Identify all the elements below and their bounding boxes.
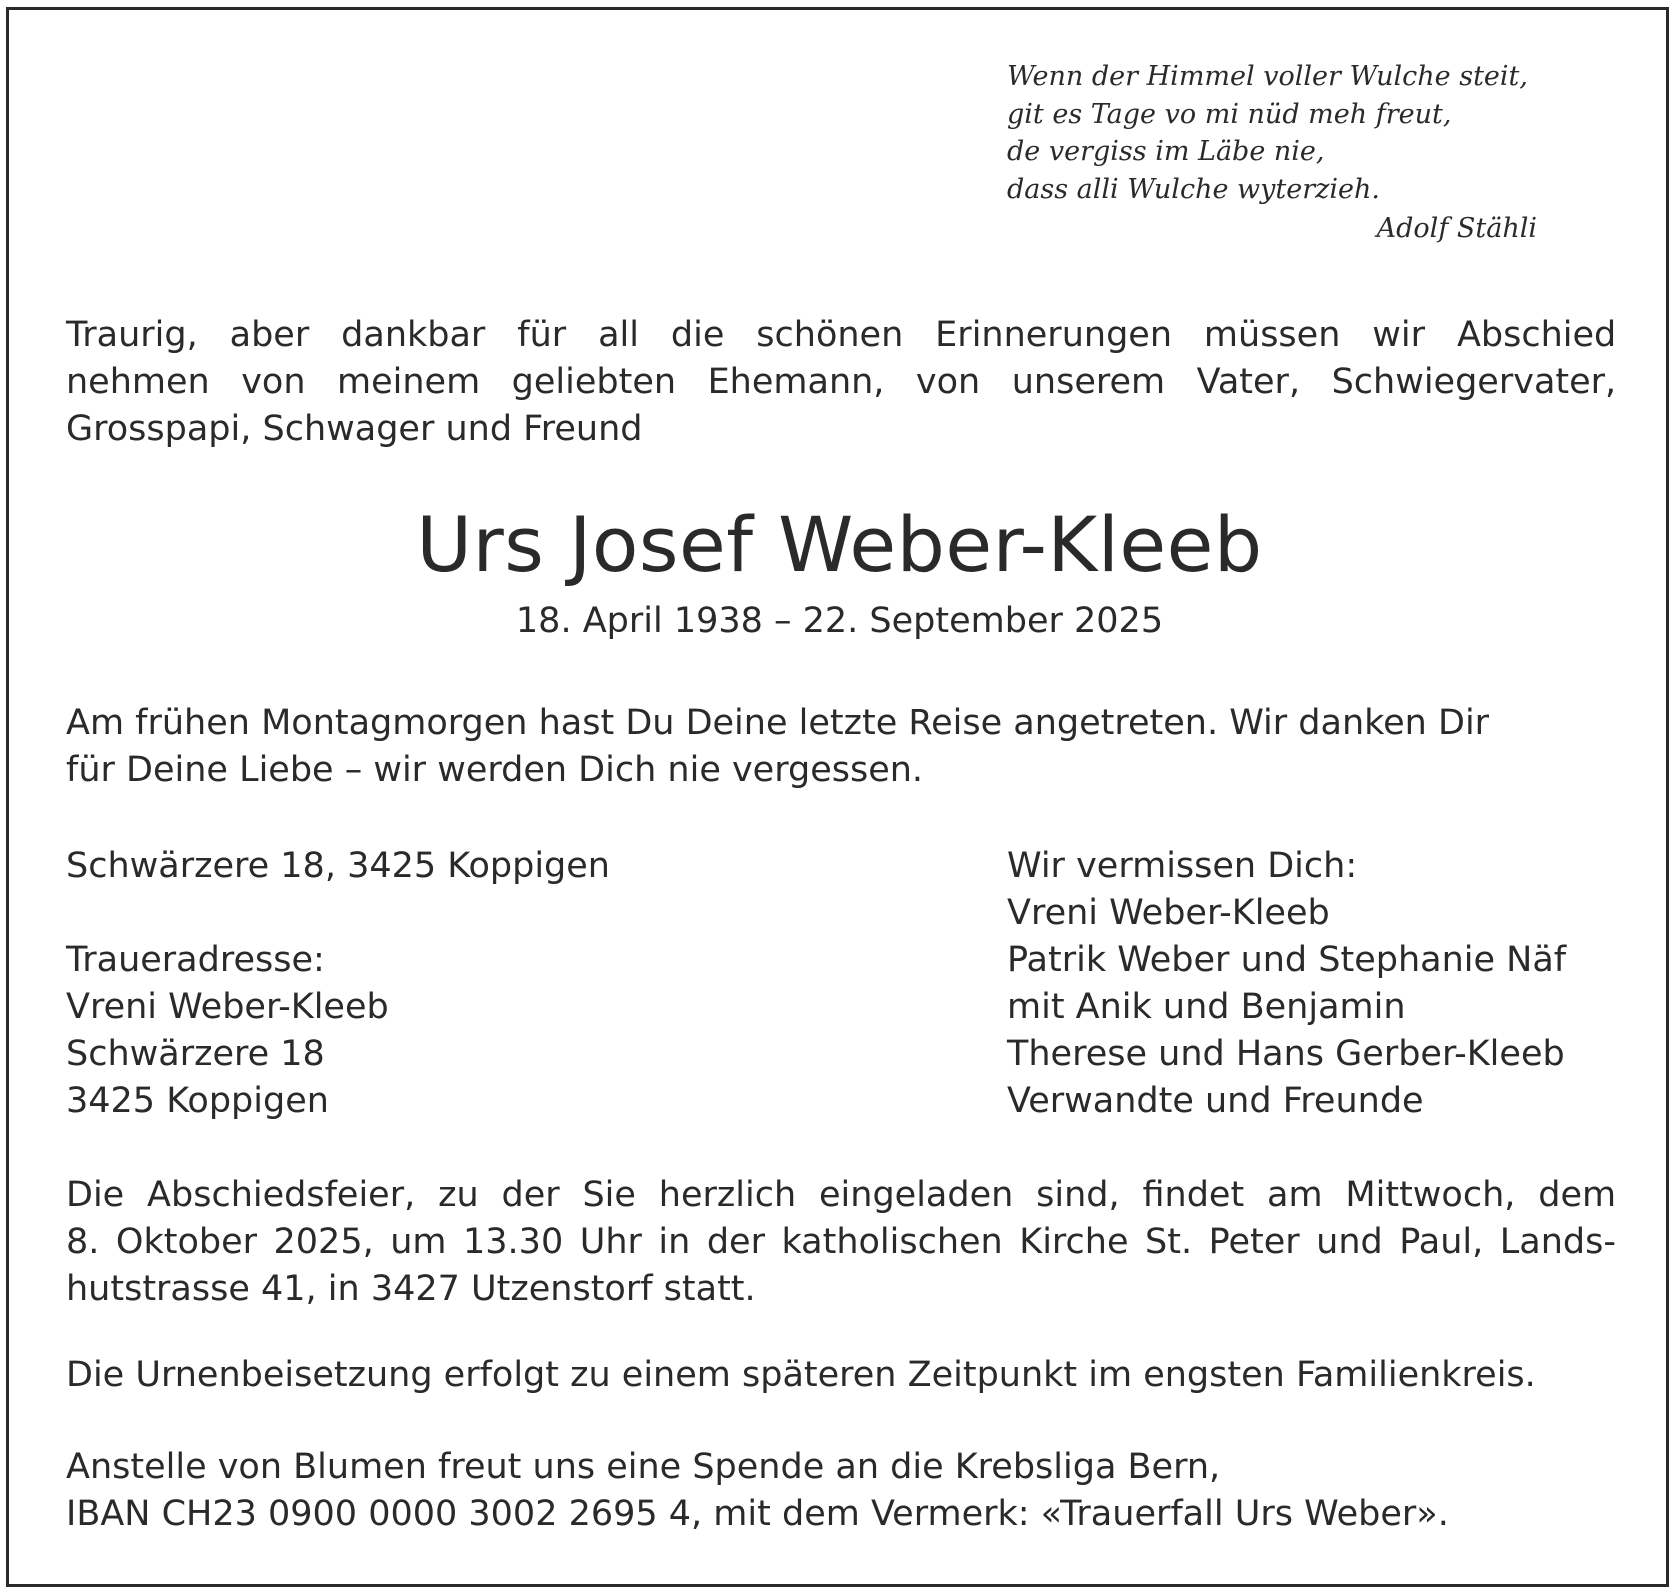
family-member: Verwandte und Freunde (1007, 1081, 1424, 1121)
home-address: Schwärzere 18, 3425 Koppigen (66, 846, 610, 886)
family-block (1007, 843, 1566, 1125)
message-line: für Deine Liebe – wir werden Dich nie vergessen. (66, 750, 924, 790)
poem-line: git es Tage vo mi nüd meh freut, (1007, 98, 1452, 130)
poem-line: dass alli Wulche wyterzieh. (1007, 173, 1380, 205)
poem (1007, 58, 1537, 248)
mourning-address-line: Vreni Weber-Kleeb (66, 987, 389, 1027)
ceremony-line: hutstrasse 41, in 3427 Utzenstorf statt. (66, 1269, 756, 1309)
donation-line: IBAN CH23 0900 0000 3002 2695 4, mit dem Vermerk: «Trauerfall Urs Weber». (66, 1494, 1449, 1534)
address-block (66, 843, 610, 1125)
poem-author: Adolf Stähli (1376, 213, 1537, 244)
ceremony-line: Die Abschiedsfeier, zu der Sie herzlich eingeladen sind, findet am Mittwoch, dem (66, 1175, 1617, 1215)
mourning-address-line: Schwärzere 18 (66, 1034, 325, 1074)
family-heading: Wir vermissen Dich: (1007, 846, 1358, 886)
intro-paragraph (66, 312, 1616, 453)
mourning-address-line: 3425 Koppigen (66, 1081, 329, 1121)
family-member: mit Anik und Benjamin (1007, 987, 1406, 1027)
family-member: Vreni Weber-Kleeb (1007, 893, 1330, 933)
message-paragraph (66, 700, 1616, 794)
poem-line: de vergiss im Läbe nie, (1007, 136, 1325, 167)
message-line: Am frühen Montagmorgen hast Du Deine letzte Reise angetreten. Wir danken Dir (66, 703, 1490, 743)
ceremony-paragraph (66, 1172, 1616, 1313)
burial-paragraph (66, 1352, 1616, 1399)
life-dates: 18. April 1938 – 22. September 2025 (515, 601, 1164, 641)
intro-line: Traurig, aber dankbar für all die schönen Erinnerungen müssen wir Abschied (66, 315, 1617, 355)
donation-paragraph (66, 1444, 1616, 1538)
family-member: Patrik Weber und Stephanie Näf (1007, 940, 1567, 980)
intro-line: nehmen von meinem geliebten Ehemann, von unserem Vater, Schwiegervater, (66, 362, 1617, 402)
family-member: Therese und Hans Gerber-Kleeb (1007, 1034, 1565, 1074)
ceremony-line: 8. Oktober 2025, um 13.30 Uhr in der katholischen Kirche St. Peter und Paul, Lands- (66, 1222, 1616, 1262)
intro-line: Grosspapi, Schwager und Freund (66, 409, 643, 449)
donation-line: Anstelle von Blumen freut uns eine Spende an die Krebsliga Bern, (66, 1447, 1221, 1487)
poem-line: Wenn der Himmel voller Wulche steit, (1007, 61, 1528, 92)
deceased-name: Urs Josef Weber-Kleeb (416, 500, 1263, 589)
burial-line: Die Urnenbeisetzung erfolgt zu einem späteren Zeitpunkt im engsten Familienkreis. (66, 1355, 1536, 1395)
mourning-address-label: Traueradresse: (66, 940, 325, 980)
